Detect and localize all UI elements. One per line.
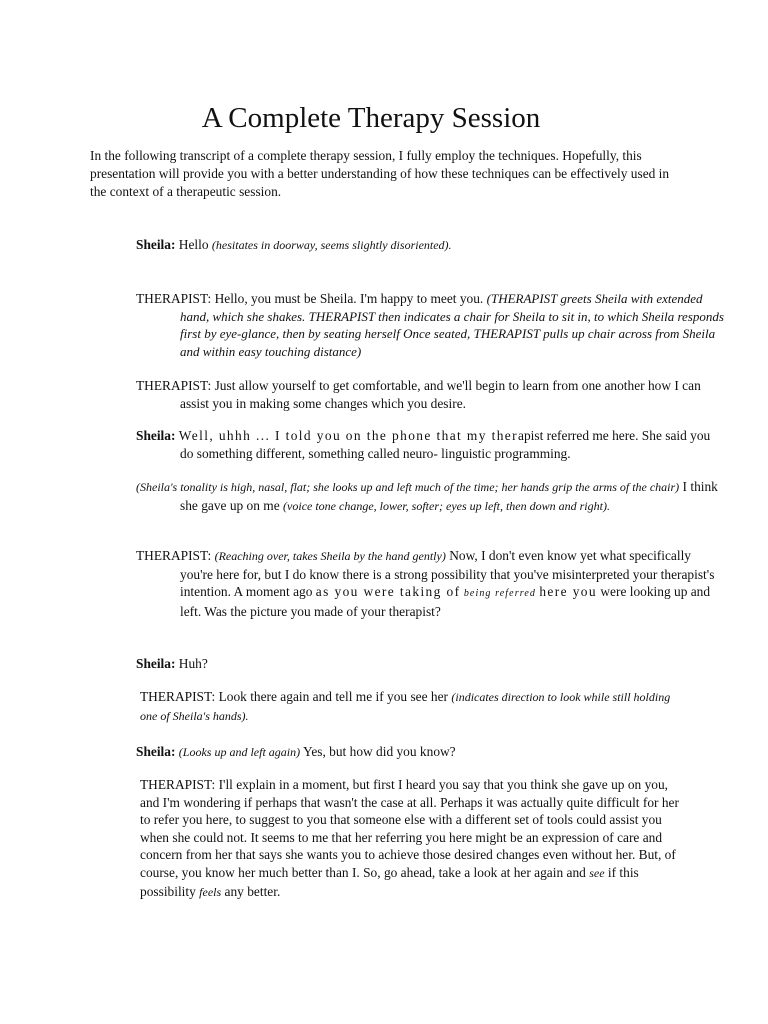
intro-paragraph: In the following transcript of a complete therapy session, I fully employ the techniques. Hopefully, this presentation will provide you with a better understanding of how these techniques can be effectively used in the context of a therapeutic session. xyxy=(90,148,670,199)
dialogue-sheila-1 xyxy=(136,236,726,255)
dialogue-text: Just allow yourself to get comfortable, and we'll begin to learn from one another how I can assist you in making some changes which you desire. xyxy=(180,378,701,411)
dialogue-text: Huh? xyxy=(178,656,208,671)
dialogue-text: here you xyxy=(539,584,598,600)
dialogue-text: apist referred me here. She said you do something different, something called neuro- linguistic programming. xyxy=(180,428,711,461)
stage-note: (THERAPIST greets Sheila with extended hand, which she shakes. xyxy=(180,291,703,324)
speaker-label: Sheila: xyxy=(136,428,176,443)
dialogue-text: I think she gave up on me xyxy=(180,479,718,513)
dialogue-text: if this possibility xyxy=(140,864,639,899)
speaker-label: Sheila: xyxy=(136,237,176,252)
speaker-label: THERAPIST: xyxy=(140,689,216,704)
dialogue-text: Yes, but how did you know? xyxy=(302,744,456,759)
speaker-label: THERAPIST: xyxy=(136,378,212,393)
dialogue-sheila-3 xyxy=(136,655,726,673)
dialogue-therapist-3 xyxy=(136,547,726,620)
page-title: A Complete Therapy Session xyxy=(201,102,541,134)
dialogue-sheila-4 xyxy=(136,743,726,762)
dialogue-therapist-5 xyxy=(140,776,680,901)
stage-note: (indicates direction to look while still holding one of Sheila's hands). xyxy=(140,690,671,723)
dialogue-text: I'll explain in a moment, but first I heard you say that you think she gave up on you, and I'm wondering if perhaps that wasn't the case at all. Perhaps it was actually quite difficult for her to refer you here, to suggest to you that someone else with a different set of tools could assist you when she could not. It seems to me that her referring you here might be an expression of care and concern from her that says she wants you to achieve those desired changes even without her. But, of course, you know her much better than I. So, go ahead, take a look at her again and xyxy=(140,777,679,880)
stage-note: being referred xyxy=(463,588,536,600)
observation-paragraph xyxy=(136,478,726,515)
speaker-label: THERAPIST: xyxy=(140,777,216,792)
stage-note: (Looks up and left again) xyxy=(178,745,301,759)
emphasis-text: see xyxy=(589,865,605,880)
speaker-label: THERAPIST: xyxy=(136,291,212,306)
speaker-label: Sheila: xyxy=(136,744,176,759)
stage-note: (Reaching over, takes Sheila by the hand gently) xyxy=(214,549,446,563)
dialogue-therapist-1 xyxy=(136,290,726,360)
dialogue-text: Hello, you must be Sheila. I'm happy to meet you. xyxy=(214,291,484,306)
stage-note: THERAPIST then indicates a chair for Sheila to sit in, to which Sheila responds first by eye-glance, then by seating herself Once seated, xyxy=(180,308,724,342)
dialogue-text: Well, uhhh ... I told you on the phone that my ther xyxy=(178,428,519,443)
dialogue-therapist-4 xyxy=(140,688,680,725)
dialogue-text: Look there again and tell me if you see her xyxy=(218,689,448,704)
dialogue-sheila-2 xyxy=(136,427,726,462)
emphasis-text: feels xyxy=(199,884,222,899)
dialogue-text: were looking up and left. Was the picture you made of your therapist? xyxy=(180,584,711,619)
dialogue-therapist-2 xyxy=(136,377,726,412)
stage-note: (voice tone change, lower, softer; eyes up left, then down and right). xyxy=(283,498,610,513)
dialogue-text: any better. xyxy=(224,883,281,899)
stage-note: THERAPIST pulls up chair across from Sheila and within easy touching distance) xyxy=(180,326,716,359)
speaker-label: Sheila: xyxy=(136,656,176,671)
stage-note: (Sheila's tonality is high, nasal, flat; she looks up and left much of the time; her hands grip the arms of the chair) xyxy=(136,480,680,494)
dialogue-text: Hello xyxy=(178,237,209,252)
dialogue-text: Now, I xyxy=(449,548,486,563)
dialogue-text: as you were taking of xyxy=(315,584,461,600)
stage-note: (hesitates in doorway, seems slightly disoriented). xyxy=(211,238,452,252)
dialogue-text: don't even know yet what specifically you're here for, but I do know there is a strong possibility that you've misinterpreted your therapist's intention. A moment ago xyxy=(180,548,715,600)
speaker-label: THERAPIST: xyxy=(136,548,212,563)
